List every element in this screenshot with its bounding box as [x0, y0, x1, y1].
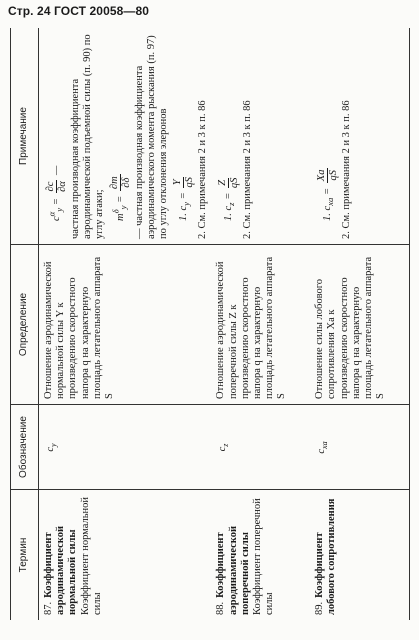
- f1-sub: y: [54, 207, 64, 212]
- col-header-note: Примечание: [11, 28, 39, 245]
- symbol-main: c: [217, 446, 229, 452]
- f1-den: ∂α: [57, 181, 68, 192]
- n1-den: qS: [229, 177, 241, 189]
- extra-second: 2. См. примечания 2 и 3 к п. 86: [197, 100, 209, 239]
- symbol-sub: z: [221, 443, 231, 447]
- row-number: 89.: [314, 601, 326, 615]
- table-row-87-term: [39, 490, 211, 620]
- gost-table: [10, 28, 410, 620]
- f1-tail: —: [50, 165, 62, 176]
- term-alt: Коэффициент поперечной силы: [252, 498, 276, 615]
- f1-sup: α: [46, 211, 57, 217]
- term-alt: Коэффициент нормальной силы: [79, 496, 103, 615]
- f2-sup: δ: [110, 209, 121, 214]
- note-cxa-formula: 1. $c_{xa}$ = Xa qS: [316, 169, 340, 221]
- n1-sub: z: [226, 202, 237, 206]
- symbol-sub: y: [49, 443, 59, 447]
- formula-my-delta: $m^\delta_y$ = ∂m ∂δ: [108, 176, 132, 221]
- f2-num: ∂m: [108, 176, 120, 190]
- f2-den: ∂δ: [120, 177, 132, 188]
- table-row-87-note: [39, 28, 211, 245]
- symbol-sub: xa: [320, 441, 330, 449]
- table-row-89-symbol: [310, 405, 409, 490]
- symbol-main: c: [45, 446, 56, 452]
- n1: 1. c: [322, 205, 334, 221]
- table-row-89-note: [310, 28, 409, 245]
- col-header-symbol: Обозначение: [11, 405, 39, 490]
- page-header: Стр. 24 ГОСТ 20058—80: [8, 4, 150, 18]
- f1-lhs: c: [50, 216, 62, 221]
- col-header-term: Термин: [11, 490, 39, 620]
- table-row-87-symbol: [39, 405, 211, 490]
- term-bold: Коэффициент аэродинамической поперечной силы: [215, 525, 251, 615]
- n1: 1. c: [223, 205, 235, 221]
- note2-text: 2. См. примечания 2 и 3 к п. 86: [242, 100, 254, 239]
- table-row-88-term: [211, 490, 310, 620]
- n1-num: Z: [217, 178, 229, 189]
- rotated-table: [10, 28, 408, 620]
- note-cz-formula: 1. $c_z$ = Z qS: [217, 177, 241, 221]
- note-cy-formula: 1. $c_y$ = Y qS: [172, 177, 196, 221]
- extra-first: 1. c: [178, 205, 190, 221]
- f1-num: ∂c: [45, 181, 56, 192]
- table-row-87-definition: Отношение аэродинамической нормальной силы Y к произведению скоростного напора q на характерную площадь летательного аппарата S: [39, 245, 211, 405]
- n1-den: qS: [328, 170, 340, 181]
- extra-den: qS: [184, 177, 196, 188]
- row-number: 87.: [43, 601, 54, 615]
- extra-sub: y: [181, 201, 192, 206]
- note1-text: частная производная коэффициента аэродинамической подъемной силы (п. 90) по углу атаки;: [70, 34, 106, 239]
- f2-sub: y: [117, 205, 128, 210]
- col-header-definition: Определение: [11, 245, 39, 405]
- f2-lhs: m: [114, 213, 126, 221]
- n1-num: Xa: [316, 169, 328, 182]
- table-row-88-note: [211, 28, 310, 245]
- formula-cy-alpha: $c^\alpha_y$ = ∂c ∂α —: [45, 165, 68, 221]
- term-bold: Коэффициент лобового сопротивления: [314, 498, 338, 615]
- n1-sub: xa: [325, 197, 336, 206]
- term-bold: Коэффициент аэродинамической нормальной силы: [43, 525, 79, 615]
- table-row-89-term: [310, 490, 409, 620]
- table-row-88-definition: Отношение аэродинамической поперечной силы Z к произведению скоростного напора q на характерную площадь летательного аппарата S: [211, 245, 310, 405]
- note2-text: 2. См. примечания 2 и 3 к п. 86: [341, 100, 353, 239]
- table-row-88-symbol: [211, 405, 310, 490]
- extra-num: Y: [172, 177, 184, 188]
- note2-text: — частная производная коэффициента аэродинамического момента рыскания (п. 97) по углу отклонения элеронов: [133, 35, 170, 239]
- table-row-89-definition: Отношение силы лобового сопротивления Xa к произведению скоростного напора q на характерную площадь летательного аппарата S: [310, 245, 409, 405]
- row-number: 88.: [215, 601, 227, 615]
- symbol-main: c: [316, 448, 328, 454]
